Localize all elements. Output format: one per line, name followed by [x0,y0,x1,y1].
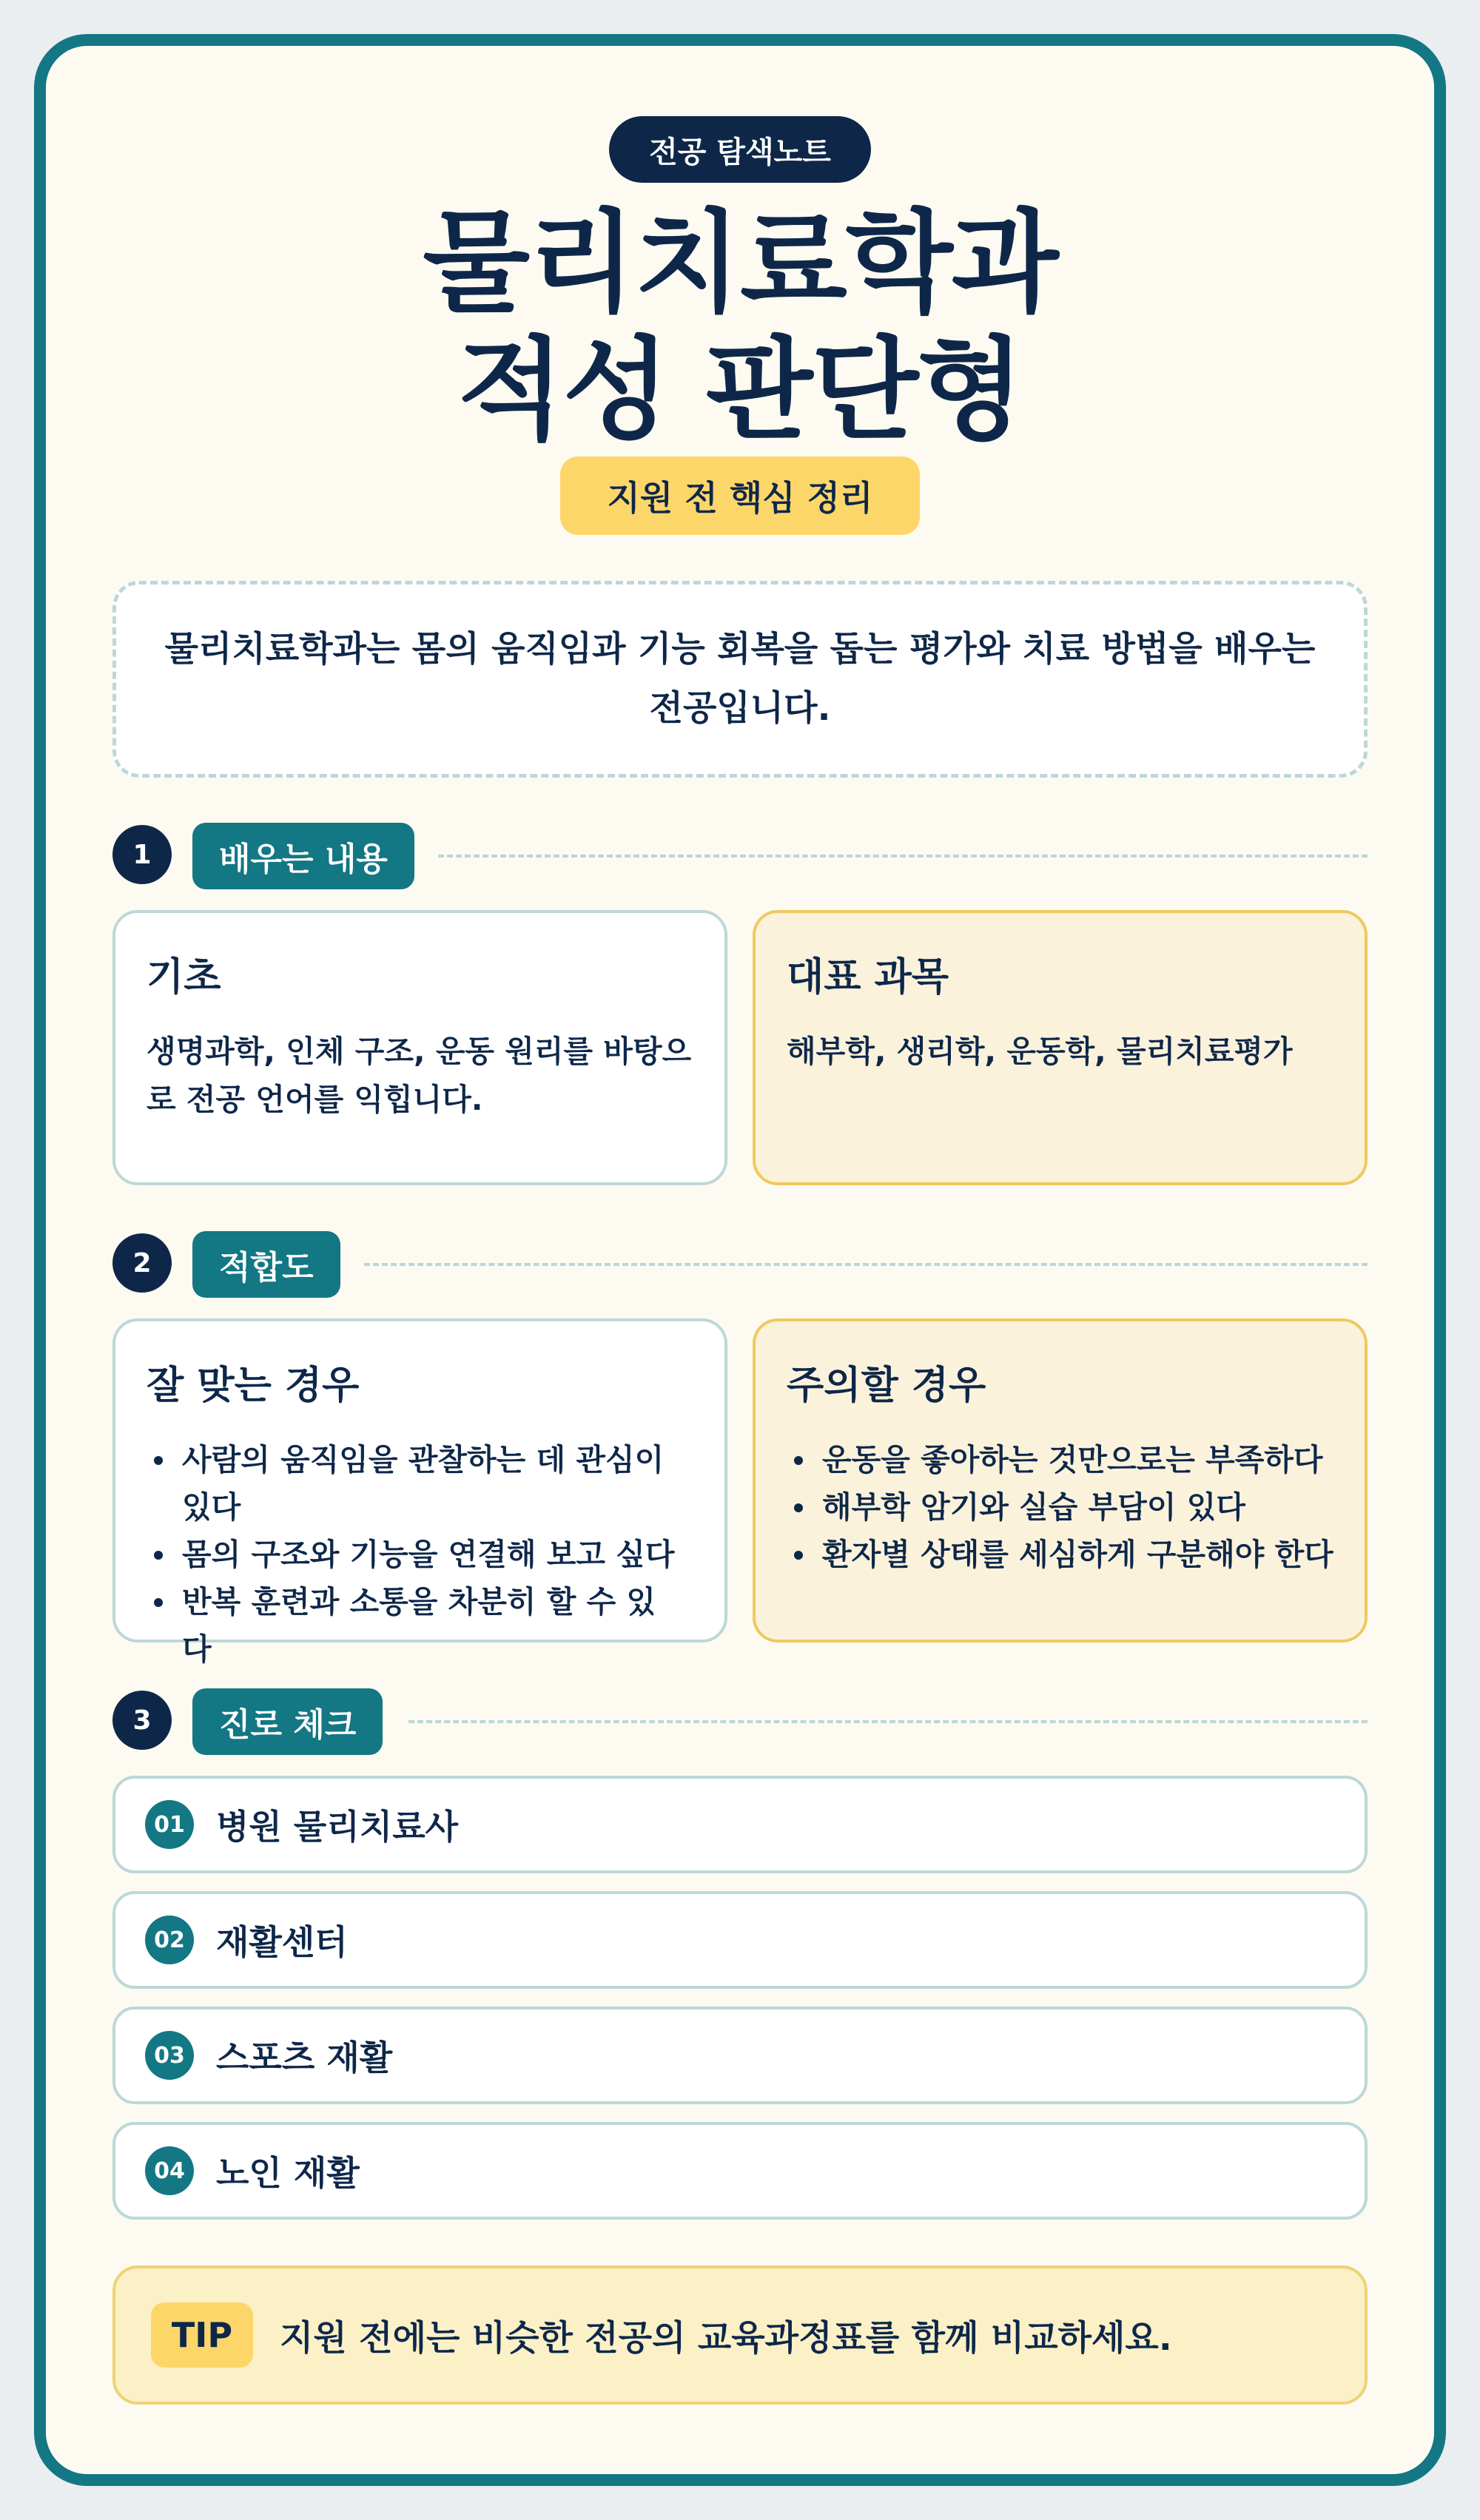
career-number-badge: 02 [145,1916,194,1964]
list-item: 몸의 구조와 기능을 연결해 보고 싶다 [147,1531,680,1578]
career-item [112,2007,1368,2104]
section-divider [364,1263,1368,1266]
career-label: 재활센터 [216,1922,348,1962]
career-item [112,1776,1368,1873]
title-line-2: 적성 판단형 [457,326,1023,455]
section-divider [438,855,1368,858]
caution-list [787,1436,1333,1578]
list-item: 사람의 움직임을 관찰하는 데 관심이 있다 [147,1436,680,1531]
card-basics [112,910,727,1185]
section-number: 1 [112,825,172,884]
list-item: 해부학 암기와 실습 부담이 있다 [787,1483,1333,1531]
career-number-badge: 04 [145,2146,194,2195]
good-fit-list [147,1436,680,1673]
career-label: 노인 재활 [216,2153,360,2193]
card-caution [753,1318,1368,1643]
card-title: 잘 맞는 경우 [147,1364,360,1408]
card-title: 주의할 경우 [787,1364,986,1408]
eyebrow-badge: 전공 탐색노트 [609,116,871,183]
card-good-fit [112,1318,727,1667]
list-item: 운동을 좋아하는 것만으로는 부족하다 [787,1436,1333,1483]
section-divider [408,1720,1368,1723]
career-label: 스포츠 재활 [216,2038,393,2078]
tip-text: 지원 전에는 비슷한 전공의 교육과정표를 함께 비교하세요. [280,2317,1172,2359]
career-label: 병원 물리치료사 [216,1807,459,1847]
section-number: 2 [112,1233,172,1293]
card-title: 기초 [147,955,221,1000]
career-item [112,2122,1368,2220]
career-number-badge: 01 [145,1800,194,1849]
tip-box [112,2265,1368,2405]
subtitle-badge: 지원 전 핵심 정리 [560,457,920,535]
section-3-header [112,1688,1368,1755]
section-2-header [112,1231,1368,1298]
section-label: 진로 체크 [192,1688,383,1755]
section-1-header [112,823,1368,889]
intro-box [112,581,1368,778]
card-body: 해부학, 생리학, 운동학, 물리치료평가 [787,1034,1293,1069]
card-key-subjects [753,910,1368,1185]
list-item: 환자별 상태를 세심하게 구분해야 한다 [787,1531,1333,1578]
tip-tag: TIP [151,2302,253,2368]
page-title [0,200,1480,454]
section-label: 배우는 내용 [192,823,414,889]
career-item [112,1891,1368,1989]
list-item: 반복 훈련과 소통을 차분히 할 수 있다 [147,1578,680,1673]
intro-text: 물리치료학과는 몸의 움직임과 기능 회복을 돕는 평가와 치료 방법을 배우는 전공입니다. [164,629,1316,729]
card-body: 생명과학, 인체 구조, 운동 원리를 바탕으로 전공 언어를 익힙니다. [147,1034,692,1117]
section-number: 3 [112,1691,172,1750]
career-number-badge: 03 [145,2031,194,2080]
title-line-1: 물리치료학과 [423,199,1057,328]
card-title: 대표 과목 [787,955,949,1000]
section-label: 적합도 [192,1231,340,1298]
